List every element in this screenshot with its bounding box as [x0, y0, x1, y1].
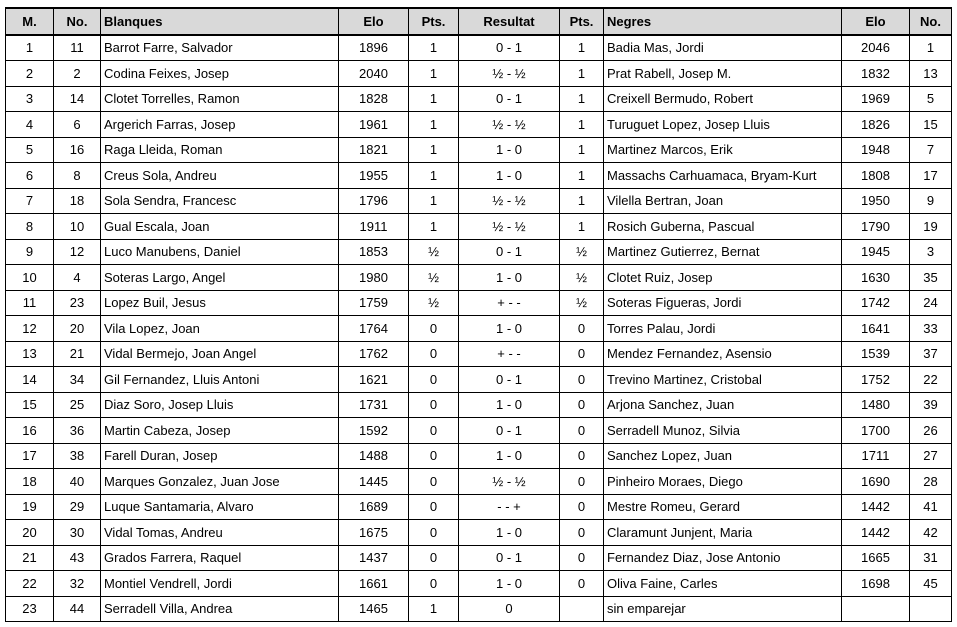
match-number-cell: 20 [6, 520, 54, 546]
black-player-cell: sin emparejar [604, 596, 842, 622]
white-elo-cell: 1796 [339, 188, 409, 214]
white-number-cell: 21 [54, 341, 101, 367]
white-player-cell: Luco Manubens, Daniel [101, 239, 339, 265]
white-elo-cell: 1821 [339, 137, 409, 163]
white-points-cell: 0 [409, 418, 459, 444]
white-points-cell: 1 [409, 137, 459, 163]
match-number-cell: 6 [6, 163, 54, 189]
black-player-cell: Oliva Faine, Carles [604, 571, 842, 597]
black-number-cell: 13 [910, 61, 952, 87]
black-number-cell: 33 [910, 316, 952, 342]
white-points-cell: 0 [409, 367, 459, 393]
black-player-cell: Mestre Romeu, Gerard [604, 494, 842, 520]
header-result: Resultat [459, 8, 560, 35]
white-elo-cell: 1675 [339, 520, 409, 546]
header-white-player: Blanques [101, 8, 339, 35]
white-number-cell: 34 [54, 367, 101, 393]
white-points-cell: 0 [409, 571, 459, 597]
white-player-cell: Vidal Tomas, Andreu [101, 520, 339, 546]
black-points-cell: 1 [560, 188, 604, 214]
black-points-cell: 1 [560, 163, 604, 189]
black-elo-cell: 1752 [842, 367, 910, 393]
black-elo-cell [842, 596, 910, 622]
black-number-cell: 17 [910, 163, 952, 189]
result-cell: 0 - 1 [459, 86, 560, 112]
black-number-cell: 28 [910, 469, 952, 495]
match-number-cell: 3 [6, 86, 54, 112]
white-elo-cell: 1980 [339, 265, 409, 291]
match-number-cell: 5 [6, 137, 54, 163]
black-number-cell: 22 [910, 367, 952, 393]
header-white-points: Pts. [409, 8, 459, 35]
header-black-elo: Elo [842, 8, 910, 35]
white-elo-cell: 1621 [339, 367, 409, 393]
white-number-cell: 30 [54, 520, 101, 546]
match-number-cell: 15 [6, 392, 54, 418]
black-elo-cell: 1690 [842, 469, 910, 495]
match-number-cell: 22 [6, 571, 54, 597]
result-cell: 0 - 1 [459, 35, 560, 61]
black-points-cell: 0 [560, 341, 604, 367]
white-points-cell: 1 [409, 112, 459, 138]
black-elo-cell: 1641 [842, 316, 910, 342]
match-number-cell: 12 [6, 316, 54, 342]
white-elo-cell: 1762 [339, 341, 409, 367]
black-points-cell: 0 [560, 545, 604, 571]
white-player-cell: Gual Escala, Joan [101, 214, 339, 240]
match-number-cell: 16 [6, 418, 54, 444]
black-number-cell: 26 [910, 418, 952, 444]
header-black-points: Pts. [560, 8, 604, 35]
white-player-cell: Diaz Soro, Josep Lluis [101, 392, 339, 418]
white-points-cell: ½ [409, 239, 459, 265]
header-row [6, 8, 952, 35]
result-cell: 1 - 0 [459, 137, 560, 163]
white-elo-cell: 1661 [339, 571, 409, 597]
result-cell: 0 - 1 [459, 418, 560, 444]
white-points-cell: 1 [409, 214, 459, 240]
white-number-cell: 14 [54, 86, 101, 112]
white-points-cell: 0 [409, 494, 459, 520]
black-elo-cell: 1969 [842, 86, 910, 112]
result-cell: 1 - 0 [459, 163, 560, 189]
white-player-cell: Argerich Farras, Josep [101, 112, 339, 138]
black-points-cell: 0 [560, 418, 604, 444]
result-cell: ½ - ½ [459, 61, 560, 87]
black-player-cell: Arjona Sanchez, Juan [604, 392, 842, 418]
black-elo-cell: 1480 [842, 392, 910, 418]
table-row [6, 418, 952, 444]
result-cell: 1 - 0 [459, 392, 560, 418]
white-player-cell: Montiel Vendrell, Jordi [101, 571, 339, 597]
match-number-cell: 14 [6, 367, 54, 393]
white-number-cell: 29 [54, 494, 101, 520]
white-points-cell: 0 [409, 443, 459, 469]
result-cell: ½ - ½ [459, 112, 560, 138]
black-player-cell: Mendez Fernandez, Asensio [604, 341, 842, 367]
white-elo-cell: 2040 [339, 61, 409, 87]
white-number-cell: 40 [54, 469, 101, 495]
header-white-elo: Elo [339, 8, 409, 35]
pairings-table [5, 7, 952, 622]
white-points-cell: 0 [409, 341, 459, 367]
white-number-cell: 6 [54, 112, 101, 138]
black-elo-cell: 1950 [842, 188, 910, 214]
white-points-cell: 1 [409, 188, 459, 214]
white-number-cell: 16 [54, 137, 101, 163]
white-elo-cell: 1961 [339, 112, 409, 138]
black-number-cell: 15 [910, 112, 952, 138]
black-elo-cell: 1442 [842, 494, 910, 520]
table-row [6, 112, 952, 138]
black-elo-cell: 1442 [842, 520, 910, 546]
match-number-cell: 17 [6, 443, 54, 469]
white-number-cell: 11 [54, 35, 101, 61]
result-cell: 0 - 1 [459, 367, 560, 393]
black-points-cell: 0 [560, 469, 604, 495]
white-elo-cell: 1445 [339, 469, 409, 495]
black-player-cell: Creixell Bermudo, Robert [604, 86, 842, 112]
table-row [6, 392, 952, 418]
table-row [6, 545, 952, 571]
black-number-cell: 3 [910, 239, 952, 265]
match-number-cell: 8 [6, 214, 54, 240]
white-elo-cell: 1731 [339, 392, 409, 418]
white-elo-cell: 1759 [339, 290, 409, 316]
white-elo-cell: 1911 [339, 214, 409, 240]
black-points-cell [560, 596, 604, 622]
result-cell: 1 - 0 [459, 316, 560, 342]
black-player-cell: Badia Mas, Jordi [604, 35, 842, 61]
table-row [6, 265, 952, 291]
result-cell: + - - [459, 290, 560, 316]
black-points-cell: 0 [560, 571, 604, 597]
result-cell: 1 - 0 [459, 571, 560, 597]
black-elo-cell: 1790 [842, 214, 910, 240]
result-cell: 0 [459, 596, 560, 622]
white-points-cell: 1 [409, 163, 459, 189]
white-points-cell: ½ [409, 290, 459, 316]
white-player-cell: Raga Lleida, Roman [101, 137, 339, 163]
table-row [6, 520, 952, 546]
white-number-cell: 38 [54, 443, 101, 469]
black-number-cell: 37 [910, 341, 952, 367]
black-player-cell: Pinheiro Moraes, Diego [604, 469, 842, 495]
black-elo-cell: 1945 [842, 239, 910, 265]
white-player-cell: Codina Feixes, Josep [101, 61, 339, 87]
white-number-cell: 36 [54, 418, 101, 444]
white-points-cell: 1 [409, 61, 459, 87]
white-points-cell: 0 [409, 469, 459, 495]
match-number-cell: 11 [6, 290, 54, 316]
match-number-cell: 4 [6, 112, 54, 138]
table-header [6, 8, 952, 35]
black-points-cell: 1 [560, 35, 604, 61]
result-cell: 1 - 0 [459, 443, 560, 469]
white-elo-cell: 1764 [339, 316, 409, 342]
black-elo-cell: 1832 [842, 61, 910, 87]
black-elo-cell: 2046 [842, 35, 910, 61]
table-row [6, 367, 952, 393]
white-number-cell: 20 [54, 316, 101, 342]
black-points-cell: 1 [560, 112, 604, 138]
white-points-cell: 0 [409, 392, 459, 418]
white-elo-cell: 1437 [339, 545, 409, 571]
match-number-cell: 1 [6, 35, 54, 61]
table-row [6, 494, 952, 520]
black-number-cell: 42 [910, 520, 952, 546]
white-player-cell: Clotet Torrelles, Ramon [101, 86, 339, 112]
match-number-cell: 23 [6, 596, 54, 622]
table-row [6, 86, 952, 112]
result-cell: - - + [459, 494, 560, 520]
white-player-cell: Gil Fernandez, Lluis Antoni [101, 367, 339, 393]
black-player-cell: Martinez Marcos, Erik [604, 137, 842, 163]
match-number-cell: 21 [6, 545, 54, 571]
black-number-cell: 31 [910, 545, 952, 571]
table-row [6, 61, 952, 87]
white-points-cell: 1 [409, 596, 459, 622]
table-row [6, 341, 952, 367]
black-elo-cell: 1665 [842, 545, 910, 571]
table-row [6, 137, 952, 163]
result-cell: ½ - ½ [459, 188, 560, 214]
table-row [6, 35, 952, 61]
match-number-cell: 7 [6, 188, 54, 214]
black-number-cell: 5 [910, 86, 952, 112]
black-player-cell: Torres Palau, Jordi [604, 316, 842, 342]
white-elo-cell: 1955 [339, 163, 409, 189]
match-number-cell: 2 [6, 61, 54, 87]
table-row [6, 290, 952, 316]
black-player-cell: Vilella Bertran, Joan [604, 188, 842, 214]
black-player-cell: Claramunt Junjent, Maria [604, 520, 842, 546]
white-player-cell: Farell Duran, Josep [101, 443, 339, 469]
white-points-cell: ½ [409, 265, 459, 291]
black-points-cell: 0 [560, 443, 604, 469]
white-number-cell: 2 [54, 61, 101, 87]
black-number-cell: 9 [910, 188, 952, 214]
black-player-cell: Sanchez Lopez, Juan [604, 443, 842, 469]
black-points-cell: ½ [560, 239, 604, 265]
table-row [6, 469, 952, 495]
black-player-cell: Clotet Ruiz, Josep [604, 265, 842, 291]
white-player-cell: Soteras Largo, Angel [101, 265, 339, 291]
match-number-cell: 10 [6, 265, 54, 291]
table-row [6, 239, 952, 265]
black-player-cell: Turuguet Lopez, Josep Lluis [604, 112, 842, 138]
white-elo-cell: 1465 [339, 596, 409, 622]
black-player-cell: Martinez Gutierrez, Bernat [604, 239, 842, 265]
table-row [6, 214, 952, 240]
black-number-cell [910, 596, 952, 622]
result-cell: 0 - 1 [459, 239, 560, 265]
white-player-cell: Lopez Buil, Jesus [101, 290, 339, 316]
white-elo-cell: 1828 [339, 86, 409, 112]
white-number-cell: 25 [54, 392, 101, 418]
white-points-cell: 1 [409, 86, 459, 112]
black-number-cell: 45 [910, 571, 952, 597]
white-elo-cell: 1896 [339, 35, 409, 61]
black-number-cell: 19 [910, 214, 952, 240]
black-points-cell: 1 [560, 86, 604, 112]
result-cell: + - - [459, 341, 560, 367]
white-number-cell: 43 [54, 545, 101, 571]
black-player-cell: Rosich Guberna, Pascual [604, 214, 842, 240]
header-black-number: No. [910, 8, 952, 35]
black-number-cell: 39 [910, 392, 952, 418]
match-number-cell: 18 [6, 469, 54, 495]
black-player-cell: Prat Rabell, Josep M. [604, 61, 842, 87]
white-player-cell: Luque Santamaria, Alvaro [101, 494, 339, 520]
white-player-cell: Serradell Villa, Andrea [101, 596, 339, 622]
black-elo-cell: 1826 [842, 112, 910, 138]
white-number-cell: 23 [54, 290, 101, 316]
white-points-cell: 0 [409, 545, 459, 571]
black-player-cell: Trevino Martinez, Cristobal [604, 367, 842, 393]
table-row [6, 596, 952, 622]
black-elo-cell: 1630 [842, 265, 910, 291]
white-number-cell: 4 [54, 265, 101, 291]
black-elo-cell: 1808 [842, 163, 910, 189]
black-number-cell: 27 [910, 443, 952, 469]
black-elo-cell: 1700 [842, 418, 910, 444]
table-row [6, 316, 952, 342]
black-number-cell: 7 [910, 137, 952, 163]
black-player-cell: Massachs Carhuamaca, Bryam-Kurt [604, 163, 842, 189]
black-points-cell: ½ [560, 290, 604, 316]
white-number-cell: 10 [54, 214, 101, 240]
header-match-number: M. [6, 8, 54, 35]
black-player-cell: Serradell Munoz, Silvia [604, 418, 842, 444]
table-row [6, 163, 952, 189]
table-body [6, 35, 952, 622]
match-number-cell: 9 [6, 239, 54, 265]
black-number-cell: 24 [910, 290, 952, 316]
table-row [6, 571, 952, 597]
result-cell: 1 - 0 [459, 265, 560, 291]
black-elo-cell: 1539 [842, 341, 910, 367]
black-points-cell: 1 [560, 61, 604, 87]
white-number-cell: 8 [54, 163, 101, 189]
result-cell: ½ - ½ [459, 469, 560, 495]
black-number-cell: 1 [910, 35, 952, 61]
header-white-number: No. [54, 8, 101, 35]
black-player-cell: Soteras Figueras, Jordi [604, 290, 842, 316]
black-elo-cell: 1948 [842, 137, 910, 163]
white-points-cell: 0 [409, 316, 459, 342]
result-cell: ½ - ½ [459, 214, 560, 240]
white-number-cell: 44 [54, 596, 101, 622]
white-player-cell: Marques Gonzalez, Juan Jose [101, 469, 339, 495]
match-number-cell: 19 [6, 494, 54, 520]
white-elo-cell: 1592 [339, 418, 409, 444]
table-row [6, 188, 952, 214]
white-points-cell: 1 [409, 35, 459, 61]
white-player-cell: Sola Sendra, Francesc [101, 188, 339, 214]
white-player-cell: Vidal Bermejo, Joan Angel [101, 341, 339, 367]
black-points-cell: 0 [560, 367, 604, 393]
white-player-cell: Vila Lopez, Joan [101, 316, 339, 342]
black-points-cell: ½ [560, 265, 604, 291]
white-elo-cell: 1853 [339, 239, 409, 265]
black-number-cell: 35 [910, 265, 952, 291]
white-player-cell: Creus Sola, Andreu [101, 163, 339, 189]
black-points-cell: 0 [560, 392, 604, 418]
match-number-cell: 13 [6, 341, 54, 367]
white-player-cell: Grados Farrera, Raquel [101, 545, 339, 571]
result-cell: 1 - 0 [459, 520, 560, 546]
black-elo-cell: 1742 [842, 290, 910, 316]
white-elo-cell: 1689 [339, 494, 409, 520]
black-points-cell: 1 [560, 214, 604, 240]
white-player-cell: Martin Cabeza, Josep [101, 418, 339, 444]
white-player-cell: Barrot Farre, Salvador [101, 35, 339, 61]
black-elo-cell: 1698 [842, 571, 910, 597]
black-points-cell: 0 [560, 494, 604, 520]
white-points-cell: 0 [409, 520, 459, 546]
table-row [6, 443, 952, 469]
black-points-cell: 0 [560, 520, 604, 546]
black-points-cell: 1 [560, 137, 604, 163]
white-number-cell: 12 [54, 239, 101, 265]
white-elo-cell: 1488 [339, 443, 409, 469]
black-elo-cell: 1711 [842, 443, 910, 469]
white-number-cell: 32 [54, 571, 101, 597]
black-number-cell: 41 [910, 494, 952, 520]
black-points-cell: 0 [560, 316, 604, 342]
header-black-player: Negres [604, 8, 842, 35]
white-number-cell: 18 [54, 188, 101, 214]
result-cell: 0 - 1 [459, 545, 560, 571]
black-player-cell: Fernandez Diaz, Jose Antonio [604, 545, 842, 571]
